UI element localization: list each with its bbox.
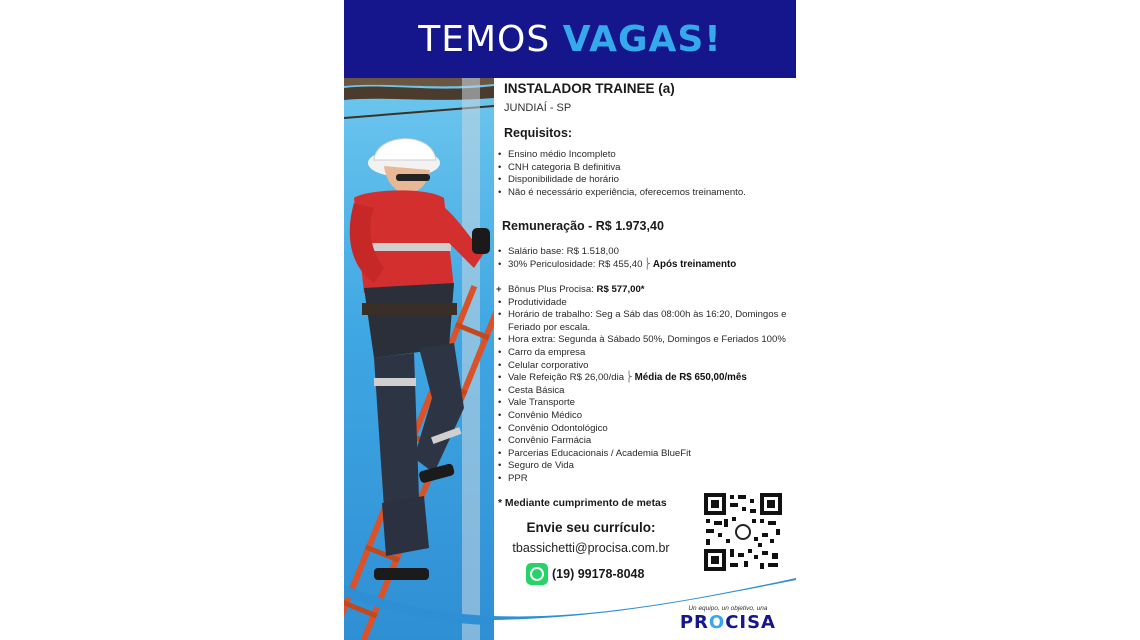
benefits-list — [496, 284, 796, 486]
contact-phone[interactable]: (19) 99178-8048 — [552, 567, 645, 581]
worker-photo — [344, 78, 494, 640]
list-item: • Convênio Odontológico — [496, 423, 796, 436]
list-item: • Vale Transporte — [496, 397, 796, 410]
procisa-logo — [680, 605, 776, 633]
after-training-note: Após treinamento — [652, 258, 737, 270]
pay-heading: Remuneração - R$ 1.973,40 — [502, 219, 664, 233]
pay-list — [496, 246, 736, 271]
job-details — [496, 78, 796, 640]
list-item: • Horário de trabalho: Seg a Sáb das 08:00h às 16:20, Domingos e Feriado por escala. — [496, 309, 796, 334]
job-location: JUNDIAÍ - SP — [504, 102, 572, 114]
requirements-list — [496, 149, 746, 199]
list-item: • Parcerias Educacionais / Academia BlueFit — [496, 448, 796, 461]
list-item: • Cesta Básica — [496, 385, 796, 398]
list-item: • Seguro de Vida — [496, 460, 796, 473]
whatsapp-qr-badge-icon — [735, 524, 751, 540]
list-item: • Carro da empresa — [496, 347, 796, 360]
requirements-heading: Requisitos: — [504, 126, 573, 140]
brace-icon: ⎬ — [643, 258, 651, 270]
list-item: • Vale Refeição R$ 26,00/dia⎬ Média de R$ 650,00/mês — [496, 372, 796, 385]
worker-illustration — [344, 78, 494, 640]
list-item: • CNH categoria B definitiva — [496, 162, 746, 175]
list-item: • Celular corporativo — [496, 360, 796, 373]
contact-email[interactable]: tbassichetti@procisa.com.br — [512, 541, 670, 555]
list-item: • PPR — [496, 473, 796, 486]
brace-icon: ⎬ — [625, 372, 633, 384]
list-item: • 30% Periculosidade: R$ 455,40⎬ Após treinamento — [496, 259, 736, 272]
job-poster — [344, 0, 796, 640]
poster-title: TEMOS VAGAS! — [418, 18, 722, 60]
list-item: + Bônus Plus Procisa: R$ 577,00* — [496, 284, 796, 297]
list-item: • Salário base: R$ 1.518,00 — [496, 246, 736, 259]
list-item: • Disponibilidade de horário — [496, 174, 746, 187]
meal-average-note: Média de R$ 650,00/mês — [634, 372, 747, 384]
list-item: • Convênio Médico — [496, 410, 796, 423]
list-item: • Ensino médio Incompleto — [496, 149, 746, 162]
list-item: • Produtividade — [496, 297, 796, 310]
poster-header — [344, 0, 796, 78]
job-title: INSTALADOR TRAINEE (a) — [504, 81, 675, 96]
list-item: • Hora extra: Segunda à Sábado 50%, Domingos e Feriados 100% — [496, 334, 796, 347]
list-item: • Convênio Farmácia — [496, 435, 796, 448]
contact-heading: Envie seu currículo: — [526, 520, 656, 535]
brand-tagline: Un equipo, un objetivo, una — [688, 605, 768, 612]
list-item: • Não é necessário experiência, oferecemos treinamento. — [496, 187, 746, 200]
footnote: * Mediante cumprimento de metas — [498, 498, 667, 509]
brand-logo-text: PROCISA — [679, 612, 776, 633]
